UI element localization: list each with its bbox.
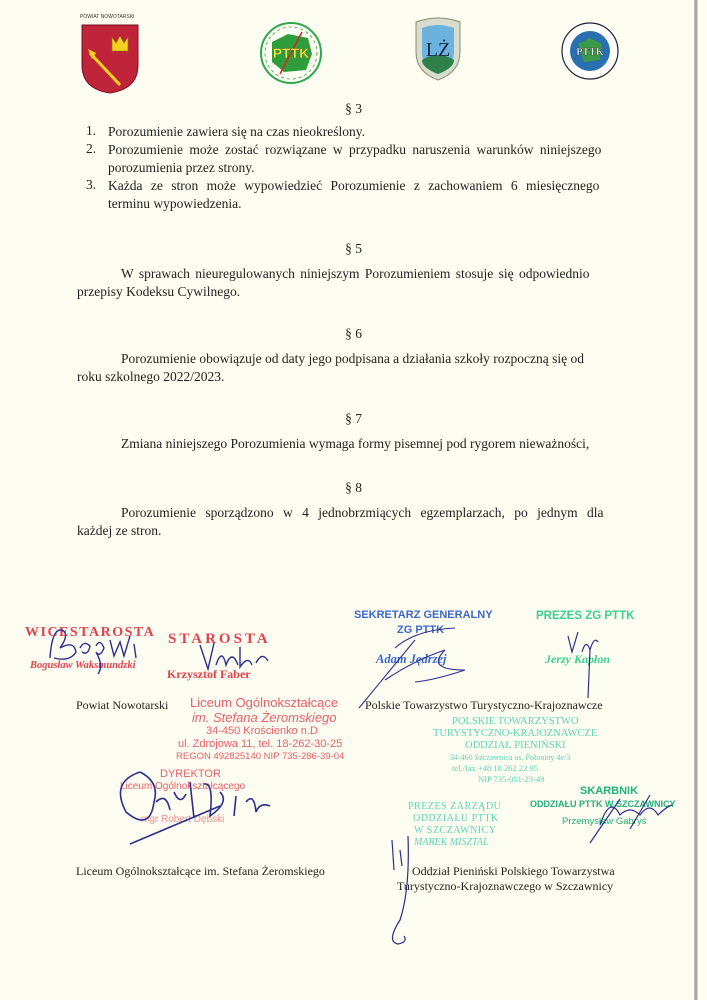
powiat-nowotarski-logo: [80, 14, 140, 95]
page-edge: [694, 0, 698, 1000]
svg-text:LŻ: LŻ: [425, 39, 451, 61]
section-5-heading: § 5: [345, 241, 362, 256]
powiat-logo-caption: POWIAT NOWOTARSKI: [80, 14, 135, 20]
dyrektor-stamp-title: DYREKTOR: [160, 768, 221, 780]
pttk-compass-icon: [258, 20, 324, 86]
section-3-item-3-line-1: Każda ze stron może wypowiedzieć Porozumienie z zachowaniem 6 miesięcznego: [108, 178, 600, 193]
oddzial-stamp-line-4: 34-460 Szczawnica os. Połoniny 4e/3: [450, 753, 571, 762]
wicestarosta-stamp-title: WICESTAROSTA: [25, 625, 156, 640]
oddzial-stamp-line-5: tel./fax +48 18 262 22 95: [452, 763, 539, 773]
oddzial-pttk-logo: [560, 20, 620, 82]
oddzial-stamp-line-3: ODDZIAŁ PIENIŃSKI: [465, 740, 566, 751]
oddzial-seal-icon: [560, 20, 620, 82]
oddzial-stamp-line-6: NIP 735-001-23-49: [478, 774, 545, 784]
skarbnik-stamp-name: Przemysław Gabryś: [562, 816, 647, 827]
prezes-zg-stamp-name: Jerzy Kapłon: [545, 652, 611, 666]
section-6-line-1: Porozumienie obowiązuje od daty jego podpisana a działania szkoły rozpoczną się od: [121, 351, 584, 366]
wicestarosta-stamp-name: Bogusław Waksmundzki: [30, 660, 136, 671]
prezes-zg-stamp-title: PREZES ZG PTTK: [536, 610, 635, 622]
liceum-stamp-line-4: ul. Zdrojowa 11, tel. 18-262-30-25: [178, 738, 343, 750]
list-item-number: 3.: [86, 177, 97, 192]
prezes-zarzadu-stamp-name: MAREK MISZTAL: [414, 837, 489, 848]
dyrektor-stamp-name: mgr Robert Dębski: [141, 814, 225, 825]
svg-text:PTTK: PTTK: [272, 45, 310, 61]
liceum-stamp-line-2: im. Stefana Żeromskiego: [192, 710, 337, 725]
skarbnik-stamp-title: SKARBNIK: [580, 785, 639, 797]
section-3-item-2-line-1: Porozumienie może zostać rozwiązane w przypadku naruszenia warunków niniejszego: [108, 142, 602, 157]
pttk-logo: [258, 20, 324, 86]
sekretarz-stamp-title: SEKRETARZ GENERALNY: [354, 609, 493, 621]
liceum-shield-icon: [413, 16, 463, 82]
coat-of-arms-icon: [80, 23, 140, 95]
dyrektor-stamp-line-2: Liceum Ogólnokształcącego: [120, 781, 246, 792]
section-3-heading: § 3: [345, 101, 362, 116]
list-item-number: 1.: [86, 123, 97, 138]
section-7-line-1: Zmiana niniejszego Porozumienia wymaga formy pisemnej pod rygorem nieważności,: [121, 436, 590, 451]
prezes-zarzadu-stamp-line-1: PREZES ZARZĄDU: [408, 801, 502, 812]
sekretarz-stamp-name: Adam Jędrzej: [376, 652, 447, 666]
prezes-zarzadu-stamp-line-3: W SZCZAWNICY: [414, 825, 497, 836]
section-3-item-2-line-2: porozumienia przez strony.: [108, 160, 255, 175]
liceum-stamp-line-3: 34-450 Krościenko n.D: [206, 725, 318, 737]
section-5-line-2: przepisy Kodeksu Cywilnego.: [77, 284, 241, 299]
skarbnik-stamp-line-2: ODDZIAŁU PTTK W SZCZAWNICY: [530, 799, 676, 809]
caption-pttk: Polskie Towarzystwo Turystyczno-Krajoznawcze: [365, 698, 603, 712]
prezes-zarzadu-stamp-line-2: ODDZIAŁU PTTK: [413, 813, 499, 824]
section-5-line-1: W sprawach nieuregulowanych niniejszym Porozumieniem stosuje się odpowiednio: [121, 266, 590, 281]
liceum-stamp-line-1: Liceum Ogólnokształcące: [190, 695, 339, 710]
svg-text:PTTK: PTTK: [576, 47, 604, 58]
starosta-stamp-name: Krzysztof Faber: [167, 667, 251, 681]
list-item-number: 2.: [86, 141, 97, 156]
caption-oddzial-line-1: Oddział Pieniński Polskiego Towarzystwa: [412, 864, 615, 878]
liceum-stamp-line-5: REGON 492825140 NIP 735-286-39-04: [176, 751, 345, 762]
sekretarz-stamp-subtitle: ZG PTTK: [397, 624, 445, 636]
section-8-line-2: każdej ze stron.: [77, 523, 162, 538]
section-8-heading: § 8: [345, 480, 362, 495]
caption-liceum: Liceum Ogólnokształcące im. Stefana Żeromskiego: [76, 864, 325, 878]
starosta-stamp-title: STAROSTA: [168, 631, 271, 647]
section-6-line-2: roku szkolnego 2022/2023.: [77, 369, 225, 384]
section-3-item-3-line-2: terminu wypowiedzenia.: [108, 196, 242, 211]
section-8-line-1: Porozumienie sporządzono w 4 jednobrzmiących egzemplarzach, po jednym dla: [121, 505, 604, 520]
liceum-logo: [413, 16, 463, 82]
oddzial-stamp-line-2: TURYSTYCZNO-KRAJOZNAWCZE: [433, 728, 598, 739]
section-3-item-1: Porozumienie zawiera się na czas nieokreślony.: [108, 124, 366, 139]
caption-oddzial-line-2: Turystyczno-Krajoznawczego w Szczawnicy: [397, 879, 614, 893]
oddzial-stamp-line-1: POLSKIE TOWARZYSTWO: [452, 716, 579, 727]
section-6-heading: § 6: [345, 326, 362, 341]
section-7-heading: § 7: [345, 411, 362, 426]
caption-powiat-nowotarski: Powiat Nowotarski: [76, 698, 169, 712]
